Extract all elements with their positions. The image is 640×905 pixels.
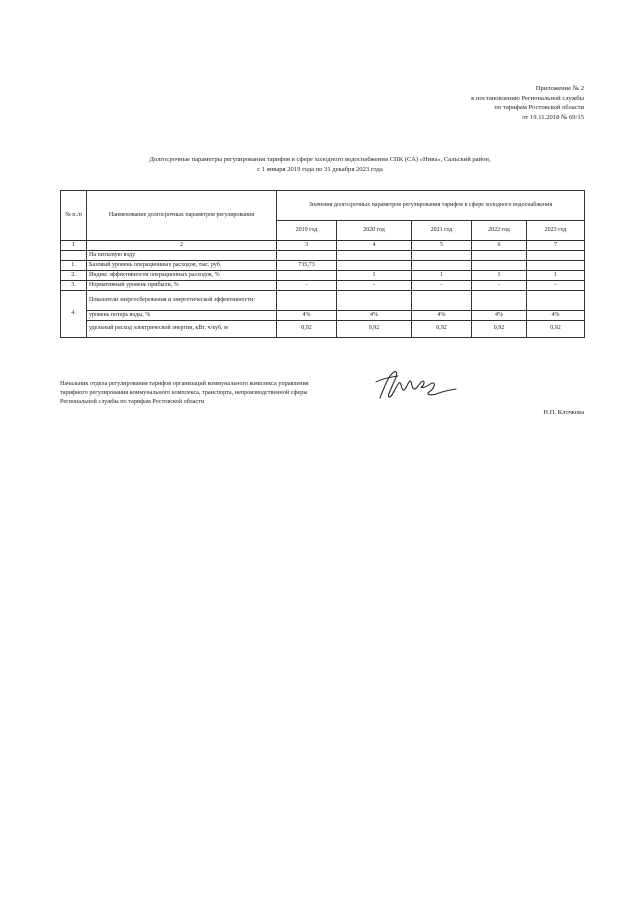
row-value: 0,92 <box>337 321 412 338</box>
table-row <box>61 311 585 321</box>
column-number: 5 <box>412 241 472 251</box>
column-number-row <box>61 241 585 251</box>
row-value: 4% <box>277 311 337 321</box>
row-value: - <box>277 281 337 291</box>
row-parameter-name: Индекс эффективности операционных расходов, % <box>87 271 277 281</box>
header-parameter-name: Наименование долгосрочных параметров регулирования <box>87 191 277 241</box>
title-line-1: Долгосрочные параметры регулирования тарифов в сфере холодного водоснабжения СПК (СА) «Нива», Сальский район, <box>149 156 491 163</box>
row-number: 4. <box>61 291 87 338</box>
row-value: 4% <box>412 311 472 321</box>
column-number: 7 <box>527 241 585 251</box>
header-year: 2023 год <box>527 221 585 241</box>
parameters-table <box>60 190 585 338</box>
row-value: 1 <box>527 271 585 281</box>
row-value: - <box>472 281 527 291</box>
table-row <box>61 281 585 291</box>
column-number: 3 <box>277 241 337 251</box>
row-value: 1 <box>472 271 527 281</box>
handwritten-signature <box>372 368 462 406</box>
column-number: 1 <box>61 241 87 251</box>
header-year: 2020 год <box>337 221 412 241</box>
header-year: 2022 год <box>472 221 527 241</box>
header-year: 2021 год <box>412 221 472 241</box>
header-year: 2019 год <box>277 221 337 241</box>
header-number: № п./п <box>61 191 87 241</box>
table-row <box>61 291 585 311</box>
appendix-line-1: Приложение № 2 <box>535 85 584 92</box>
row-value <box>412 261 472 271</box>
table-row <box>61 321 585 338</box>
row-value: - <box>412 281 472 291</box>
row-parameter-name: уровень потерь воды, % <box>87 311 277 321</box>
section-row <box>61 251 585 261</box>
row-value: 0,92 <box>527 321 585 338</box>
section-label: На питьевую воду <box>87 251 277 261</box>
row-value: - <box>337 281 412 291</box>
row-value: 4% <box>527 311 585 321</box>
row-value <box>337 261 412 271</box>
document-title <box>60 155 580 175</box>
row-value: 4% <box>337 311 412 321</box>
row-value: 1 <box>412 271 472 281</box>
appendix-block <box>354 84 584 122</box>
appendix-line-2: к постановлению Региональной службы <box>471 94 584 102</box>
row-parameter-name: удельный расход электрической энергии, кВт. ч/куб. м <box>87 321 277 338</box>
header-values: Значения долгосрочных параметров регулирования тарифов в сфере холодного водоснабжения <box>277 191 585 221</box>
row-parameter-name: Базовый уровень операционных расходов, тыс. руб. <box>87 261 277 271</box>
row-value: 0,92 <box>412 321 472 338</box>
row-number: 2. <box>61 271 87 281</box>
row-number: 3. <box>61 281 87 291</box>
signatory-position: Начальник отдела регулирования тарифов организаций коммунального комплекса управления тарифного регулирования коммунального комплекса, транспорта, непроизводственной сферы Региональной службы по тарифам Ростовской области <box>60 380 309 405</box>
title-line-2: с 1 января 2019 года по 31 декабря 2023 года <box>257 166 383 173</box>
table-row <box>61 271 585 281</box>
row-number: 1. <box>61 261 87 271</box>
column-number: 2 <box>87 241 277 251</box>
row-parameter-name: Нормативный уровень прибыли, % <box>87 281 277 291</box>
column-number: 4 <box>337 241 412 251</box>
signer-name: Н.П. Клочкова <box>543 409 584 416</box>
row-value <box>472 261 527 271</box>
row-value: 4% <box>472 311 527 321</box>
row-value <box>277 271 337 281</box>
row-value: 0,92 <box>472 321 527 338</box>
row-value <box>527 261 585 271</box>
appendix-line-4: от 19.11.2018 № 69/15 <box>522 113 584 121</box>
row-parameter-name: Показатели энергосбережения и энергетической эффективности: <box>87 291 277 311</box>
table-row <box>61 261 585 271</box>
column-number: 6 <box>472 241 527 251</box>
row-value: 0,92 <box>277 321 337 338</box>
row-value: - <box>527 281 585 291</box>
appendix-line-3: по тарифам Ростовской области <box>494 104 584 112</box>
row-value: 1 <box>337 271 412 281</box>
row-value: 735,73 <box>277 261 337 271</box>
